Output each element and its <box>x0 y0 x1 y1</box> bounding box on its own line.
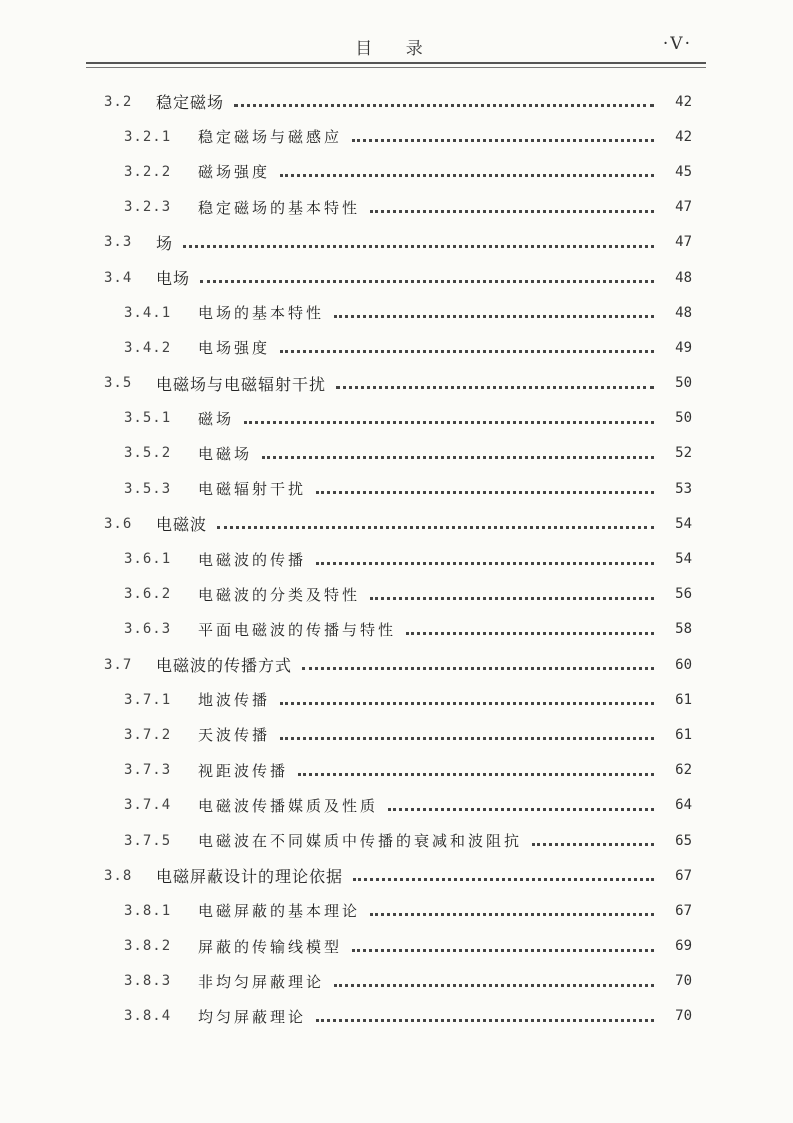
toc-entry-page: 54 <box>675 551 692 568</box>
toc-entry-title: 电磁波 <box>156 515 208 535</box>
toc-entry-number: 3.5.3 <box>124 480 172 497</box>
toc-dot-leader <box>280 737 654 740</box>
toc-entry-title: 磁场 <box>198 409 235 428</box>
toc-entry[interactable] <box>0 330 793 365</box>
toc-entry-page: 47 <box>675 199 692 216</box>
toc-entry-number: 3.7.5 <box>124 832 172 849</box>
toc-entry-number: 3.6.2 <box>124 586 172 603</box>
toc-entry-title: 场 <box>156 233 174 253</box>
toc-entry-number: 3.2.2 <box>124 163 172 180</box>
toc-entry-number: 3.8.3 <box>124 973 172 990</box>
page-header <box>86 26 706 66</box>
toc-entry[interactable] <box>0 577 793 612</box>
toc-entry-number: 3.8.4 <box>124 1008 172 1025</box>
toc-entry-number: 3.5.1 <box>124 410 172 427</box>
toc-entry-page: 61 <box>675 726 692 743</box>
toc-entry[interactable] <box>0 823 793 858</box>
toc-entry[interactable] <box>0 190 793 225</box>
toc-entry[interactable] <box>0 753 793 788</box>
toc-entry-page: 49 <box>675 339 692 356</box>
toc-entry-number: 3.4.2 <box>124 339 172 356</box>
toc-entry-number: 3.6.3 <box>124 621 172 638</box>
toc-entry-title: 视距波传播 <box>198 761 289 780</box>
toc-entry-page: 56 <box>675 586 692 603</box>
toc-entry-number: 3.7.1 <box>124 691 172 708</box>
header-page-number: ·V· <box>662 34 692 54</box>
toc-dot-leader <box>280 174 654 177</box>
toc-entry[interactable] <box>0 295 793 330</box>
toc-entry-title: 电磁波的传播 <box>198 550 307 569</box>
toc-entry-title: 均匀屏蔽理论 <box>198 1007 307 1026</box>
toc-entry-page: 53 <box>675 480 692 497</box>
toc-dot-leader <box>280 350 654 353</box>
toc-dot-leader <box>370 913 654 916</box>
header-title: 目 录 <box>355 39 437 59</box>
toc-entry-page: 70 <box>675 973 692 990</box>
toc-dot-leader <box>352 139 654 142</box>
toc-entry-title: 平面电磁波的传播与特性 <box>198 620 397 639</box>
toc-dot-leader <box>406 632 654 635</box>
toc-entry-number: 3.7.3 <box>124 762 172 779</box>
toc-dot-leader <box>334 984 654 987</box>
toc-dot-leader <box>280 702 654 705</box>
toc-entry-page: 67 <box>675 902 692 919</box>
toc-entry-page: 50 <box>675 375 692 392</box>
toc-entry-page: 64 <box>675 797 692 814</box>
toc-entry-page: 42 <box>675 93 692 110</box>
toc-entry[interactable] <box>0 84 793 119</box>
toc-dot-leader <box>336 386 654 389</box>
toc-entry-title: 电磁屏蔽设计的理论依据 <box>156 867 344 887</box>
toc-entry-page: 50 <box>675 410 692 427</box>
toc-entry-page: 52 <box>675 445 692 462</box>
toc-entry-number: 3.6 <box>104 515 133 532</box>
toc-dot-leader <box>352 949 654 952</box>
toc-entry-page: 69 <box>675 938 692 955</box>
toc-entry-title: 电磁波的传播方式 <box>156 656 293 676</box>
toc-entry[interactable] <box>0 964 793 999</box>
toc-entry-page: 42 <box>675 128 692 145</box>
toc-entry[interactable] <box>0 893 793 928</box>
toc-entry[interactable] <box>0 436 793 471</box>
toc-entry[interactable] <box>0 647 793 682</box>
toc-entry[interactable] <box>0 999 793 1034</box>
toc-entry-title: 稳定磁场与磁感应 <box>198 128 343 147</box>
toc-entry[interactable] <box>0 225 793 260</box>
toc-entry-number: 3.6.1 <box>124 551 172 568</box>
toc-entry-page: 65 <box>675 832 692 849</box>
toc-dot-leader <box>183 245 654 248</box>
toc-entry-title: 屏蔽的传输线模型 <box>198 937 343 956</box>
toc-dot-leader <box>298 773 654 776</box>
toc-entry-title: 稳定磁场的基本特性 <box>198 198 361 217</box>
toc-entry-number: 3.7 <box>104 656 133 673</box>
toc-dot-leader <box>217 526 654 529</box>
toc-entry-page: 54 <box>675 515 692 532</box>
toc-entry[interactable] <box>0 154 793 189</box>
toc-entry-number: 3.2.3 <box>124 199 172 216</box>
toc-dot-leader <box>532 843 654 846</box>
toc-dot-leader <box>262 456 654 459</box>
toc-entry-title: 电场强度 <box>198 339 271 358</box>
toc-entry-page: 58 <box>675 621 692 638</box>
toc-entry-number: 3.2 <box>104 93 133 110</box>
toc-dot-leader <box>200 280 654 283</box>
toc-dot-leader <box>370 597 654 600</box>
toc-dot-leader <box>353 878 654 881</box>
toc-dot-leader <box>316 1019 654 1022</box>
toc-entry-title: 稳定磁场 <box>156 93 225 113</box>
toc-entry-title: 天波传播 <box>198 726 271 745</box>
toc-entry[interactable] <box>0 682 793 717</box>
toc-dot-leader <box>302 667 654 670</box>
toc-entry-title: 非均匀屏蔽理论 <box>198 972 325 991</box>
toc-entry-title: 磁场强度 <box>198 163 271 182</box>
toc-entry-title: 电磁波传播媒质及性质 <box>198 796 379 815</box>
toc-entry[interactable] <box>0 929 793 964</box>
toc-entry-number: 3.4.1 <box>124 304 172 321</box>
toc-entry-title: 电磁屏蔽的基本理论 <box>198 902 361 921</box>
toc-entry[interactable] <box>0 401 793 436</box>
toc-entry-page: 62 <box>675 762 692 779</box>
toc-entry-number: 3.7.4 <box>124 797 172 814</box>
toc-entry-number: 3.5.2 <box>124 445 172 462</box>
header-rule-thick <box>86 62 706 64</box>
toc-entry-page: 60 <box>675 656 692 673</box>
toc-entry[interactable] <box>0 717 793 752</box>
toc-entry[interactable] <box>0 506 793 541</box>
toc-entry-page: 67 <box>675 867 692 884</box>
toc-entry-page: 61 <box>675 691 692 708</box>
table-of-contents <box>0 84 793 1034</box>
toc-entry[interactable] <box>0 471 793 506</box>
toc-dot-leader <box>316 562 654 565</box>
toc-entry-page: 45 <box>675 163 692 180</box>
toc-entry-number: 3.2.1 <box>124 128 172 145</box>
toc-entry-title: 电磁场与电磁辐射干扰 <box>156 374 327 394</box>
toc-entry[interactable] <box>0 612 793 647</box>
toc-entry-number: 3.8.1 <box>124 902 172 919</box>
toc-entry[interactable] <box>0 541 793 576</box>
toc-entry[interactable] <box>0 858 793 893</box>
toc-dot-leader <box>334 315 654 318</box>
toc-entry-title: 电场的基本特性 <box>198 304 325 323</box>
toc-entry-title: 电磁场 <box>198 444 253 463</box>
toc-entry[interactable] <box>0 260 793 295</box>
toc-entry-title: 电场 <box>156 269 191 289</box>
toc-entry[interactable] <box>0 366 793 401</box>
toc-entry[interactable] <box>0 788 793 823</box>
toc-dot-leader <box>388 808 654 811</box>
toc-entry-number: 3.8.2 <box>124 938 172 955</box>
header-rule-thin <box>86 67 706 68</box>
toc-entry-page: 48 <box>675 304 692 321</box>
toc-entry-number: 3.4 <box>104 269 133 286</box>
toc-dot-leader <box>316 491 654 494</box>
toc-dot-leader <box>244 421 654 424</box>
toc-entry-title: 电磁辐射干扰 <box>198 480 307 499</box>
toc-dot-leader <box>370 210 654 213</box>
toc-entry-title: 电磁波的分类及特性 <box>198 585 361 604</box>
toc-entry-number: 3.8 <box>104 867 133 884</box>
toc-entry-page: 48 <box>675 269 692 286</box>
toc-entry-number: 3.5 <box>104 375 133 392</box>
toc-entry-page: 47 <box>675 234 692 251</box>
toc-entry-title: 电磁波在不同媒质中传播的衰减和波阻抗 <box>198 832 523 851</box>
toc-dot-leader <box>234 104 654 107</box>
toc-entry[interactable] <box>0 119 793 154</box>
toc-entry-title: 地波传播 <box>198 691 271 710</box>
toc-entry-page: 70 <box>675 1008 692 1025</box>
toc-entry-number: 3.3 <box>104 234 133 251</box>
toc-entry-number: 3.7.2 <box>124 726 172 743</box>
